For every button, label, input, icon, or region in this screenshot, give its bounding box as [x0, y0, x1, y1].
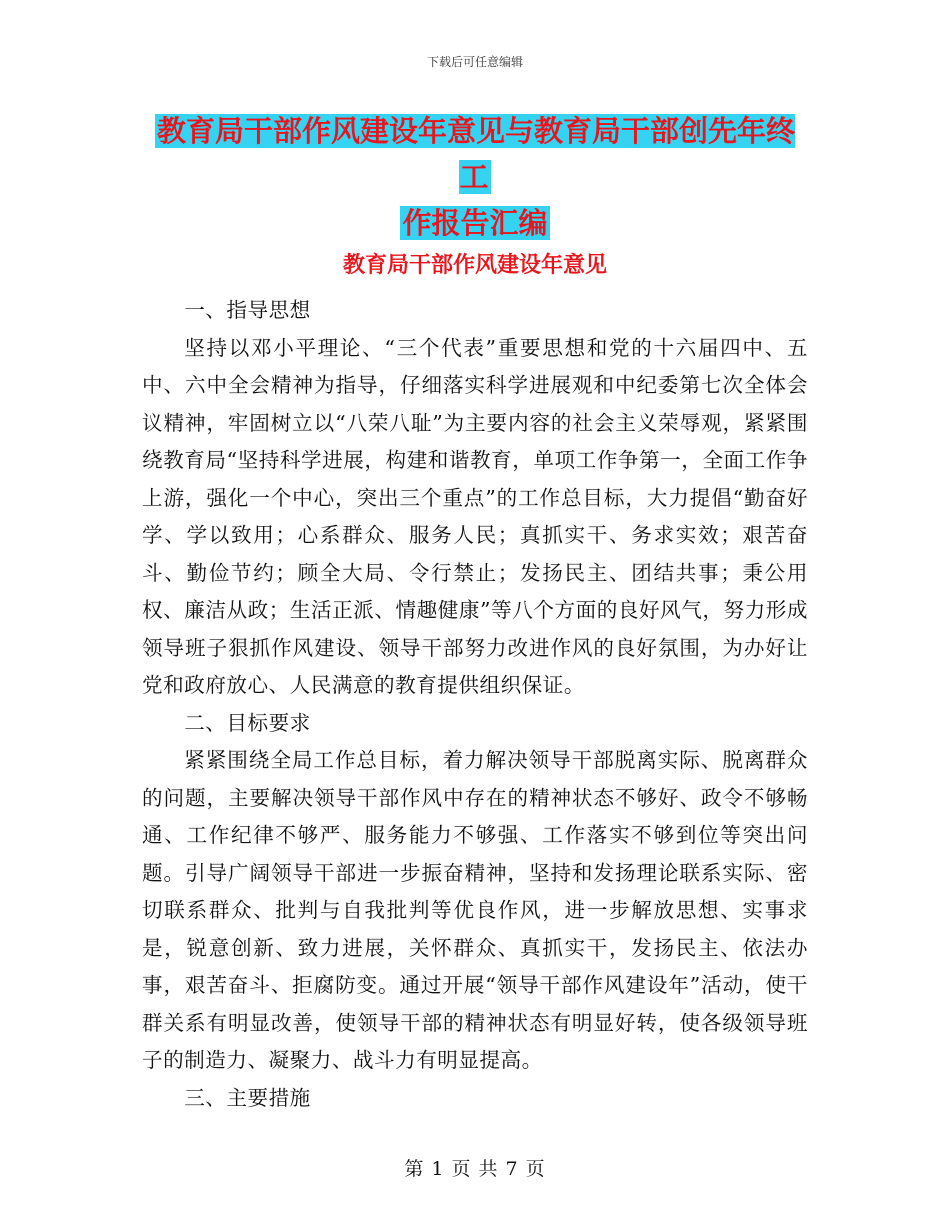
title-line-1: 教育局干部作风建设年意见与教育局干部创先年终工: [156, 114, 795, 194]
paragraph-guiding-thought: 坚持以邓小平理论、“三个代表”重要思想和党的十六届四中、五中、六中全会精神为指导，仔细落实科学进展观和中纪委第七次全体会议精神，牢固树立以“八荣八耻”为主要内容的社会主义荣辱观，紧紧围绕教育局“坚持科学进展，构建和谐教育，单项工作争第一，全面工作争上游，强化一个中心，突出三个重点”的工作总目标，大力提倡“勤奋好学、学以致用；心系群众、服务人民；真抓实干、务求实效；艰苦奋斗、勤俭节约；顾全大局、令行禁止；发扬民主、团结共事；秉公用权、廉洁从政；生活正派、情趣健康”等八个方面的良好风气，努力形成领导班子狠抓作风建设、领导干部努力改进作风的良好氛围，为办好让党和政府放心、人民满意的教育提供组织保证。: [142, 335, 808, 697]
heading-goals: 二、目标要求: [184, 710, 311, 735]
header-note: 下载后可任意编辑: [426, 55, 523, 69]
heading-measures: 三、主要措施: [184, 1085, 311, 1110]
section-title: 教育局干部作风建设年意见: [342, 253, 607, 278]
paragraph-goals: 紧紧围绕全局工作总目标，着力解决领导干部脱离实际、脱离群众的问题，主要解决领导干部作风中存在的精神状态不够好、政令不够畅通、工作纪律不够严、服务能力不够强、工作落实不够到位等突出问题。引导广阔领导干部进一步振奋精神，坚持和发扬理论联系实际、密切联系群众、批判与自我批判等优良作风，进一步解放思想、实事求是，锐意创新、致力进展，关怀群众、真抓实干，发扬民主、依法办事，艰苦奋斗、拒腐防变。通过开展“领导干部作风建设年”活动，使干群关系有明显改善，使领导干部的精神状态有明显好转，使各级领导班子的制造力、凝聚力、战斗力有明显提高。: [142, 748, 808, 1072]
heading-guiding-thought: 一、指导思想: [184, 298, 311, 322]
title-line-2: 作报告汇编: [402, 206, 548, 240]
page-footer: 第 1 页 共 7 页: [404, 1158, 546, 1180]
document-title: [150, 108, 800, 246]
document-body: [142, 292, 808, 1117]
